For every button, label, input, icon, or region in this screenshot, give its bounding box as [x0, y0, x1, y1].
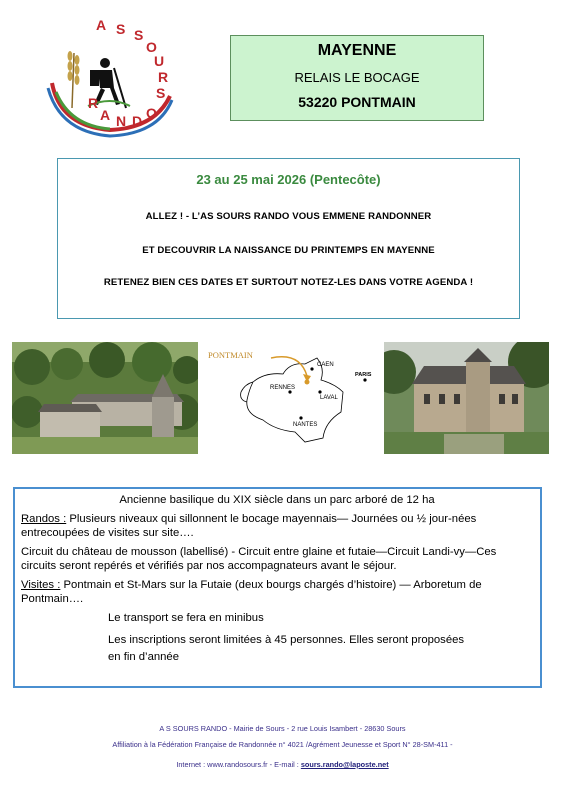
relais-bocage-photo [384, 342, 549, 454]
announcement-line: ET DECOUVRIR LA NAISSANCE DU PRINTEMPS EN MAYENNE [142, 245, 435, 256]
logo-letter: S [116, 21, 126, 37]
footer-affiliation: Affiliation à la Fédération Française de Randonnée n° 4021 /Agrément Jeunesse et Sport N° 28-SM-411 - [112, 740, 453, 749]
inscriptions-line-2: en fin d’année [108, 651, 179, 663]
venue-name: RELAIS LE BOCAGE [294, 70, 420, 85]
venue-town: 53220 PONTMAIN [298, 94, 416, 110]
logo-letter: D [132, 113, 143, 129]
logo-letter: S [134, 27, 144, 43]
logo-letter: N [116, 113, 127, 129]
visites-paragraph [21, 578, 533, 606]
announcement-line: RETENEZ BIEN CES DATES ET SURTOUT NOTEZ-LES DANS VOTRE AGENDA ! [103, 277, 474, 288]
announcement-box [57, 158, 520, 319]
footer-internet-label: Internet : www.randosours.fr - E-mail : [176, 760, 301, 769]
randos-label: Randos : [21, 513, 67, 525]
location-title-box [230, 35, 484, 121]
announcement-line: ALLEZ ! - L’AS SOURS RANDO VOUS EMMENE RANDONNER [145, 211, 432, 222]
footer-contact [0, 760, 565, 770]
inscriptions-line: Les inscriptions seront limitées à 45 personnes. Elles seront proposées [108, 634, 465, 646]
region-title: MAYENNE [317, 42, 397, 59]
logo-letter: A [100, 107, 111, 123]
map-label-rennes: RENNES [270, 385, 296, 391]
map-label-nantes: NANTES [293, 422, 318, 428]
visites-label: Visites : [21, 579, 61, 591]
email-link[interactable]: sours.rando@laposte.net [300, 760, 389, 769]
basilica-description: Ancienne basilique du XIX siècle dans un parc arboré de 12 ha [119, 494, 435, 506]
map-label-paris: PARIS [355, 372, 372, 378]
logo-graphic [30, 8, 190, 138]
map-label-caen: CAEN [317, 362, 334, 368]
map-label-pontmain: PONTMAIN [208, 350, 253, 360]
aerial-basilica-photo [12, 342, 198, 454]
logo-letter: O [146, 105, 157, 121]
wheat-icon [68, 51, 80, 108]
randos-text: Plusieurs niveaux qui sillonnent le bocage mayennais— Journées ou ½ jour-nées entrecoupées de visites sur site…. [21, 513, 477, 539]
logo-letter: R [88, 95, 99, 111]
logo-letter: U [154, 53, 165, 69]
transport-line: Le transport se fera en minibus [108, 612, 264, 624]
randos-paragraph [21, 512, 533, 540]
as-sours-rando-logo [30, 8, 190, 138]
map-label-laval: LAVAL [320, 395, 338, 401]
circuits-paragraph: Circuit du château de mousson (labellisé) - Circuit entre glaine et futaie—Circuit Landi-vy—Ces circuits seront repérés et vérifiés par nos accompagnateurs avant le séjour. [21, 546, 497, 572]
footer-address: A S SOURS RANDO - Mairie de Sours - 2 rue Louis Isambert - 28630 Sours [159, 724, 406, 733]
location-map [205, 342, 380, 448]
logo-letter: O [146, 39, 157, 55]
visites-text: Pontmain et St-Mars sur la Futaie (deux bourgs chargés d’histoire) — Arboretum de Pontmain…. [21, 579, 482, 605]
event-date: 23 au 25 mai 2026 (Pentecôte) [196, 172, 381, 187]
logo-letter: A [96, 17, 107, 33]
logo-letter: S [156, 85, 166, 101]
footer [0, 724, 565, 770]
logo-letter: R [158, 69, 169, 85]
program-info-box [13, 487, 542, 688]
